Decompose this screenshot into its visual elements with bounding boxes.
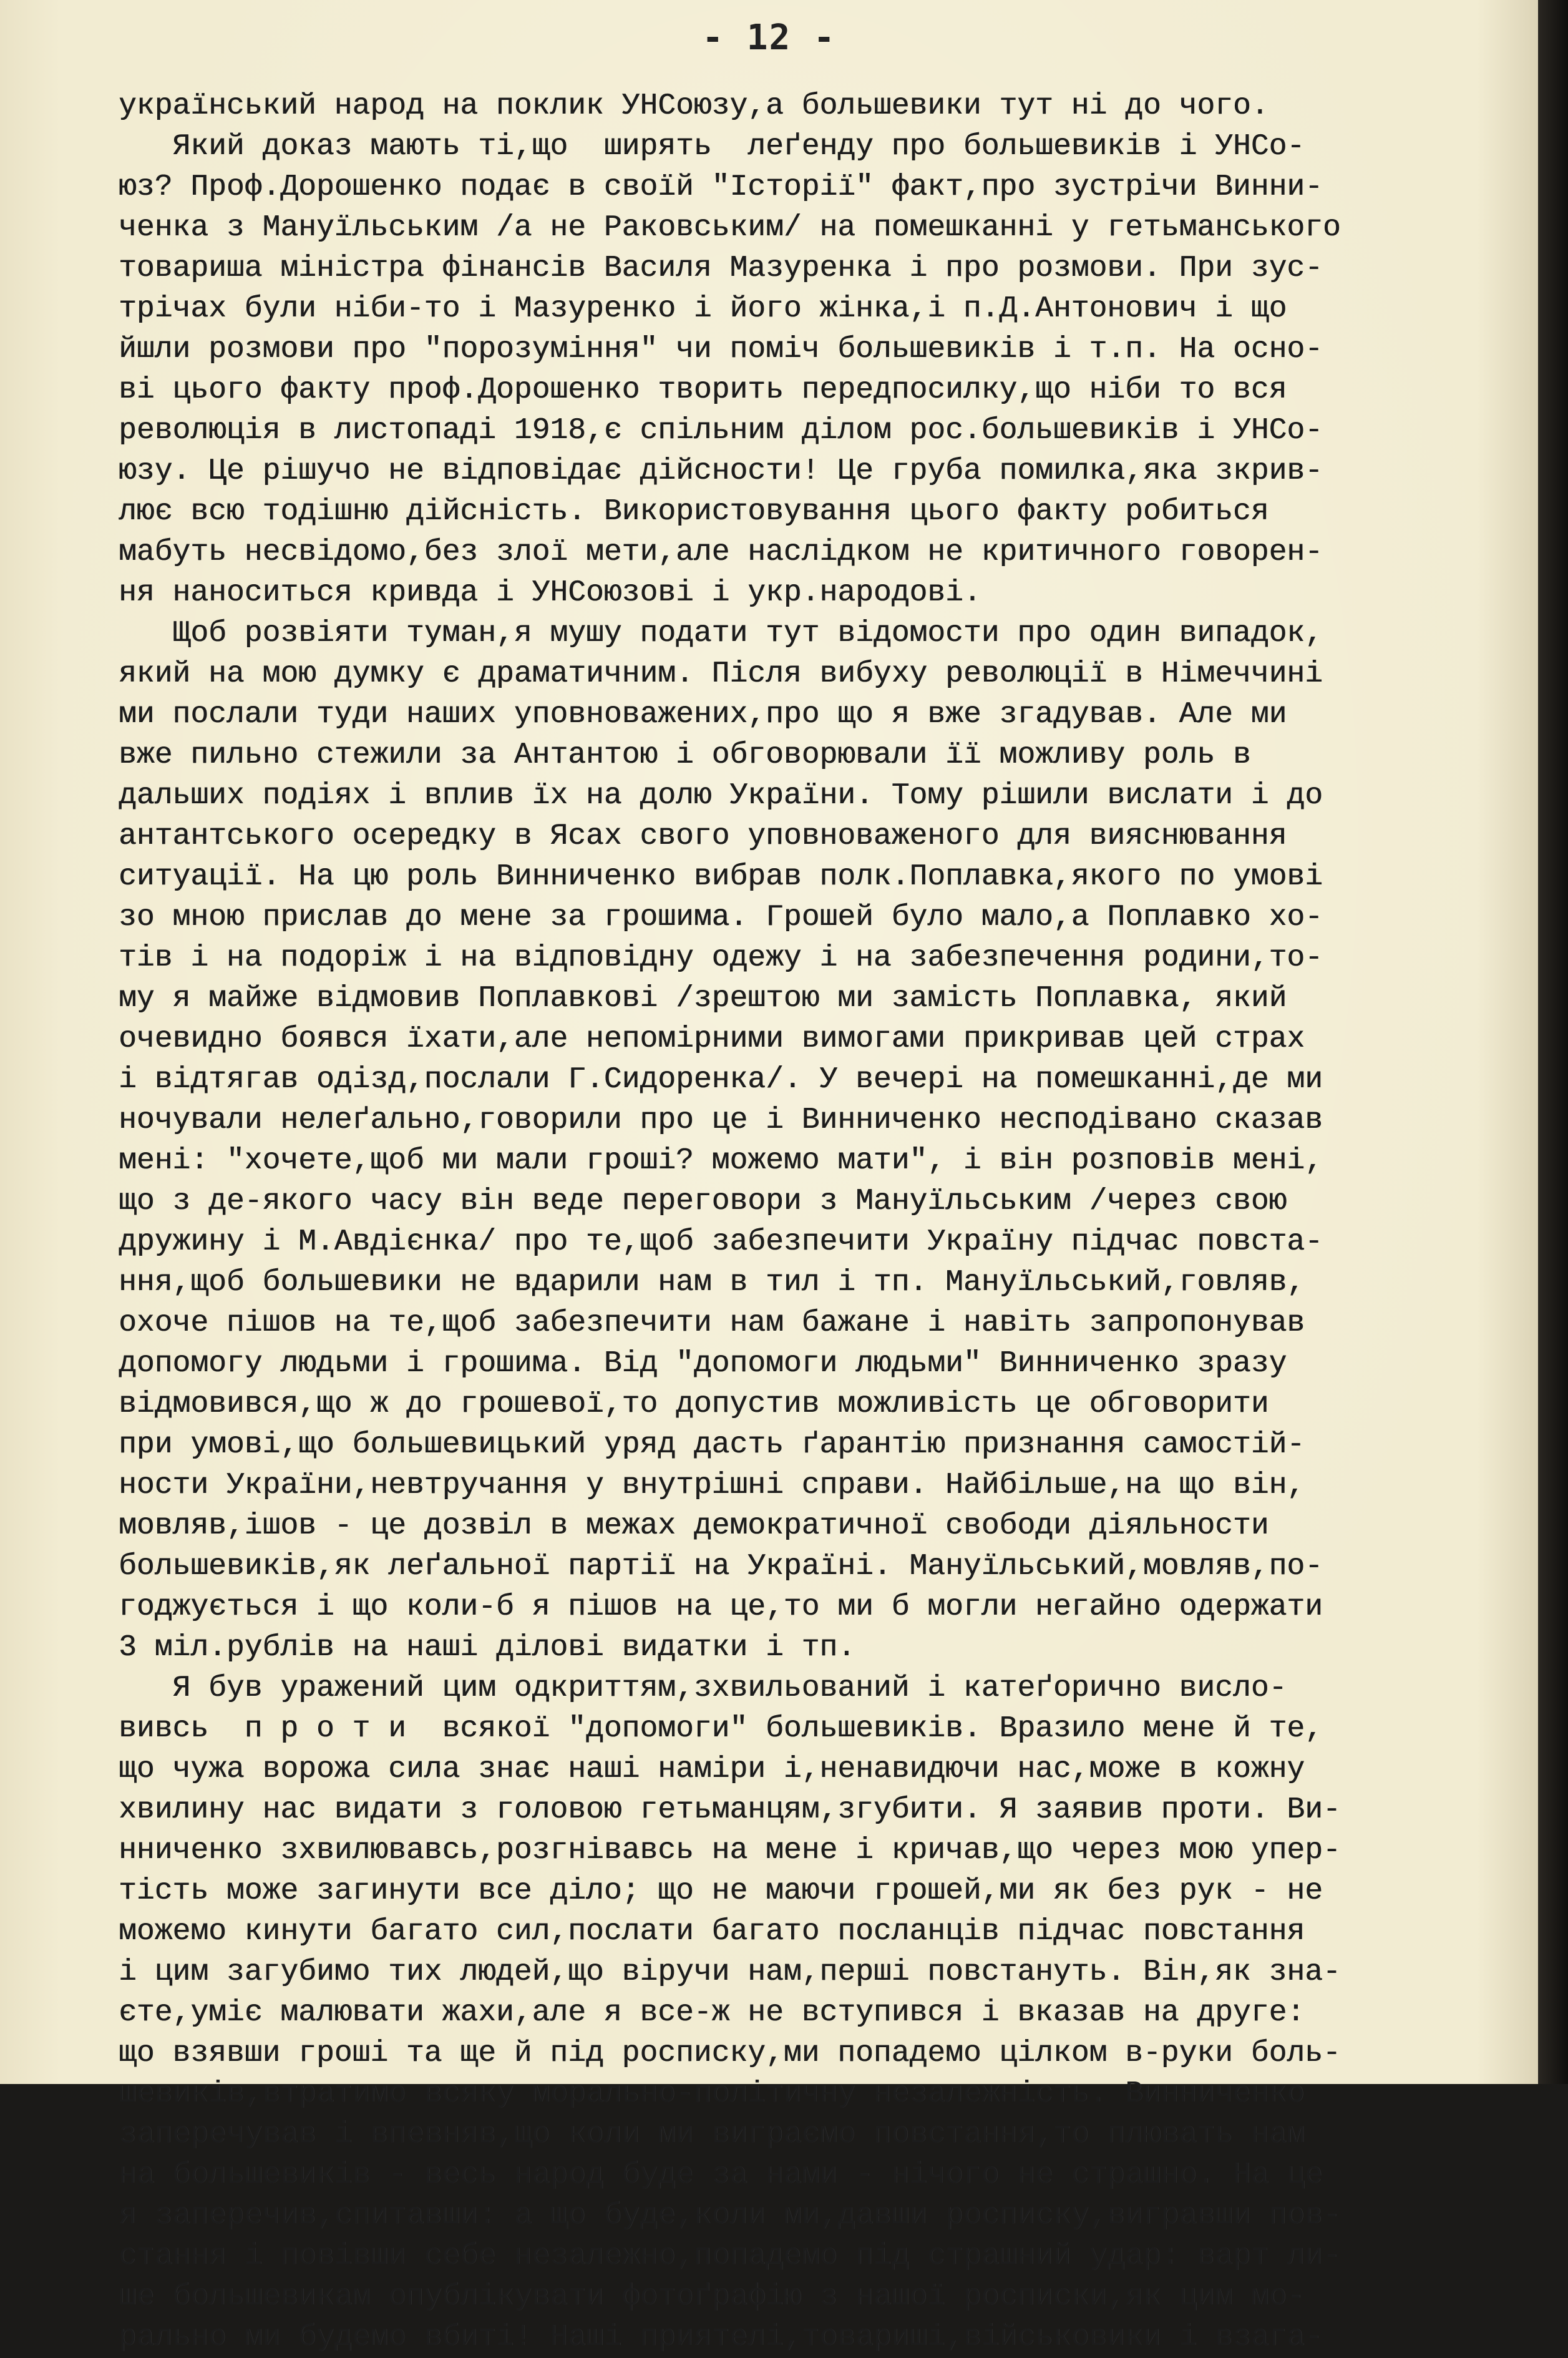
text-line: ня наноситься кривда і УНСоюзові і укр.народові.: [119, 576, 981, 610]
text-line: му я майже відмовив Поплавкові /зрештою ми замість Поплавка, який: [119, 982, 1287, 1015]
text-line: ночували нелеґально,говорили про це і Винниченко несподівано сказав: [119, 1103, 1323, 1137]
text-line: тість може загинути все діло; що не маючи грошей,ми як без рук - не: [119, 1874, 1323, 1908]
text-line: що взявши гроші та ще й під росписку,ми попадемо цілком в-руки боль-: [119, 2037, 1341, 2070]
text-line: шевиків,втратимо всяку морально-політичну незалежність. Винниченко: [119, 2077, 1305, 2111]
text-line: трічах були ніби-то і Мазуренко і його жінка,і п.Д.Антонович і що: [119, 292, 1287, 326]
text-line: заперечував і впевняв,що коли ми виграємо повстання,то плювать нам: [119, 2118, 1305, 2151]
text-line: ві цього факту проф.Дорошенко творить передпосилку,що ніби то вся: [119, 373, 1287, 407]
text-line: товариша міністра фінансів Василя Мазуренка і про розмови. При зус-: [119, 252, 1323, 285]
text-line: нниченко зхвилювавсь,розгнівавсь на мене і кричав,що через мою упер-: [119, 1834, 1341, 1867]
text-line: я заперечив,спитавши: а що буде,коли ми,давши росписку,вигравши пов-: [119, 2199, 1341, 2233]
scan-edge: [1538, 0, 1568, 2084]
text-line: революція в листопаді 1918,є спільним ділом рос.большевиків і УНСо-: [119, 414, 1323, 448]
text-line: що з де-якого часу він веде переговори з Мануїльським /через свою: [119, 1185, 1287, 1218]
text-line: зо мною прислав до мене за грошима. Грошей було мало,а Поплавко хо-: [119, 901, 1323, 934]
body-text: [119, 86, 1416, 2358]
text-line: при умові,що большевицький уряд дасть ґарантію признання самостій-: [119, 1428, 1305, 1462]
text-line: ности України,невтручання у внутрішні справи. Найбільше,на що він,: [119, 1469, 1305, 1502]
text-line: мовляв,ішов - це дозвіл в межах демократичної свободи діяльности: [119, 1509, 1269, 1543]
text-line: і відтягав одізд,послали Г.Сидоренка/. У вечері на помешканні,де ми: [119, 1063, 1323, 1097]
text-line: вивсь п р о т и всякої "допомоги" большевиків. Вразило мене й те,: [119, 1712, 1323, 1746]
text-line: тів і на подоріж і на відповідну одежу і на забезпечення родини,то-: [119, 941, 1323, 975]
text-line: єте,уміє малювати жахи,але я все-ж не вступився і вказав на друге:: [119, 1996, 1305, 2030]
text-line: що чужа ворожа сила знає наші наміри і,ненавидючи нас,може в кожну: [119, 1753, 1305, 1786]
page-number: - 12 -: [702, 17, 836, 58]
text-line: лює всю тодішню дійсність. Використовування цього факту робиться: [119, 495, 1269, 529]
text-line: дальших подіях і вплив їх на долю України. Тому рішили вислати і до: [119, 779, 1323, 813]
text-line: мабуть несвідомо,без злої мети,але наслідком не критичного говорен-: [119, 536, 1323, 569]
text-line: юзу. Це рішучо не відповідає дійсности! Це груба помилка,яка зкрив-: [119, 454, 1323, 488]
text-line: годжується і що коли-б я пішов на це,то ми б могли негайно одержати: [119, 1590, 1323, 1624]
text-line: допомогу людьми і грошима. Від "допомоги людьми" Винниченко зразу: [119, 1347, 1287, 1381]
text-line: йшли розмови про "порозуміння" чи поміч большевиків і т.п. На осно-: [119, 333, 1323, 366]
text-line: охоче пішов на те,щоб забезпечити нам бажане і навіть запропонував: [119, 1306, 1305, 1340]
text-line: очевидно боявся їхати,але непомірними вимогами прикривав цей страх: [119, 1022, 1305, 1056]
text-line: большевиків,як леґальної партії на Україні. Мануїльський,мовляв,по-: [119, 1550, 1323, 1583]
text-line: антантського осередку в Ясах свого уповноваженого для вияснювання: [119, 819, 1287, 853]
text-line: юз? Проф.Дорошенко подає в своїй "Історії" факт,про зустрічи Винни-: [119, 170, 1323, 204]
text-line: український народ на поклик УНСоюзу,а большевики тут ні до чого.: [119, 89, 1269, 123]
text-line: ченка з Мануїльським /а не Раковським/ на помешканні у гетьманського: [119, 211, 1341, 245]
text-line: стання і повівши себе незалежно,попадемо під страшний удар: варт ли-: [119, 2239, 1341, 2273]
text-line: можемо кинути багато сил,послати багато посланців підчас повстання: [119, 1915, 1305, 1949]
text-line: відмовився,що ж до грошевої,то допустив можливість це обговорити: [119, 1387, 1269, 1421]
text-line: 3 міл.рублів на наші ділові видатки і тп.: [119, 1631, 855, 1665]
text-line: рально ми будемо вбиті! Наші приятелі,товариші,військовики і взага-: [119, 2321, 1323, 2354]
text-line: ння,щоб большевики не вдарили нам в тил і тп. Мануїльський,говляв,: [119, 1266, 1305, 1299]
text-line: Щоб розвіяти туман,я мушу подати тут відомости про один випадок,: [119, 617, 1323, 650]
text-line: який на мою думку є драматичним. Після вибуху революції в Німеччині: [119, 657, 1323, 691]
text-line: на большевиків - весь народ буде за нами - нічого не страшно. На це: [119, 2158, 1323, 2192]
text-line: дружину і М.Авдієнка/ про те,щоб забезпечити Україну підчас повста-: [119, 1225, 1323, 1259]
text-line: ми послали туди наших уповноважених,про що я вже згадував. Але ми: [119, 698, 1287, 731]
text-line: Я був уражений цим одкриттям,зхвильований і катеґорично вислo-: [119, 1671, 1287, 1705]
text-line: хвилину нас видати з головою гетьманцям,згубити. Я заявив проти. Ви-: [119, 1793, 1341, 1827]
text-line: вже пильно стежили за Антантою і обговорювали її можливу роль в: [119, 738, 1251, 772]
text-line: і цим загубимо тих людей,що віручи нам,перші повстануть. Він,як зна-: [119, 1955, 1341, 1989]
text-line: мені: "хочете,щоб ми мали гроші? можемо мати", і він розповів мені,: [119, 1144, 1323, 1178]
text-line: Який доказ мають ті,що ширять леґенду про большевиків і УНСо-: [119, 130, 1305, 164]
text-line: ситуації. На цю роль Винниченко вибрав полк.Поплавка,якого по умові: [119, 860, 1323, 894]
text-line: ше большевикам опублікувати фотоґрафію з нашої росписки,як цим мо-: [119, 2280, 1305, 2314]
